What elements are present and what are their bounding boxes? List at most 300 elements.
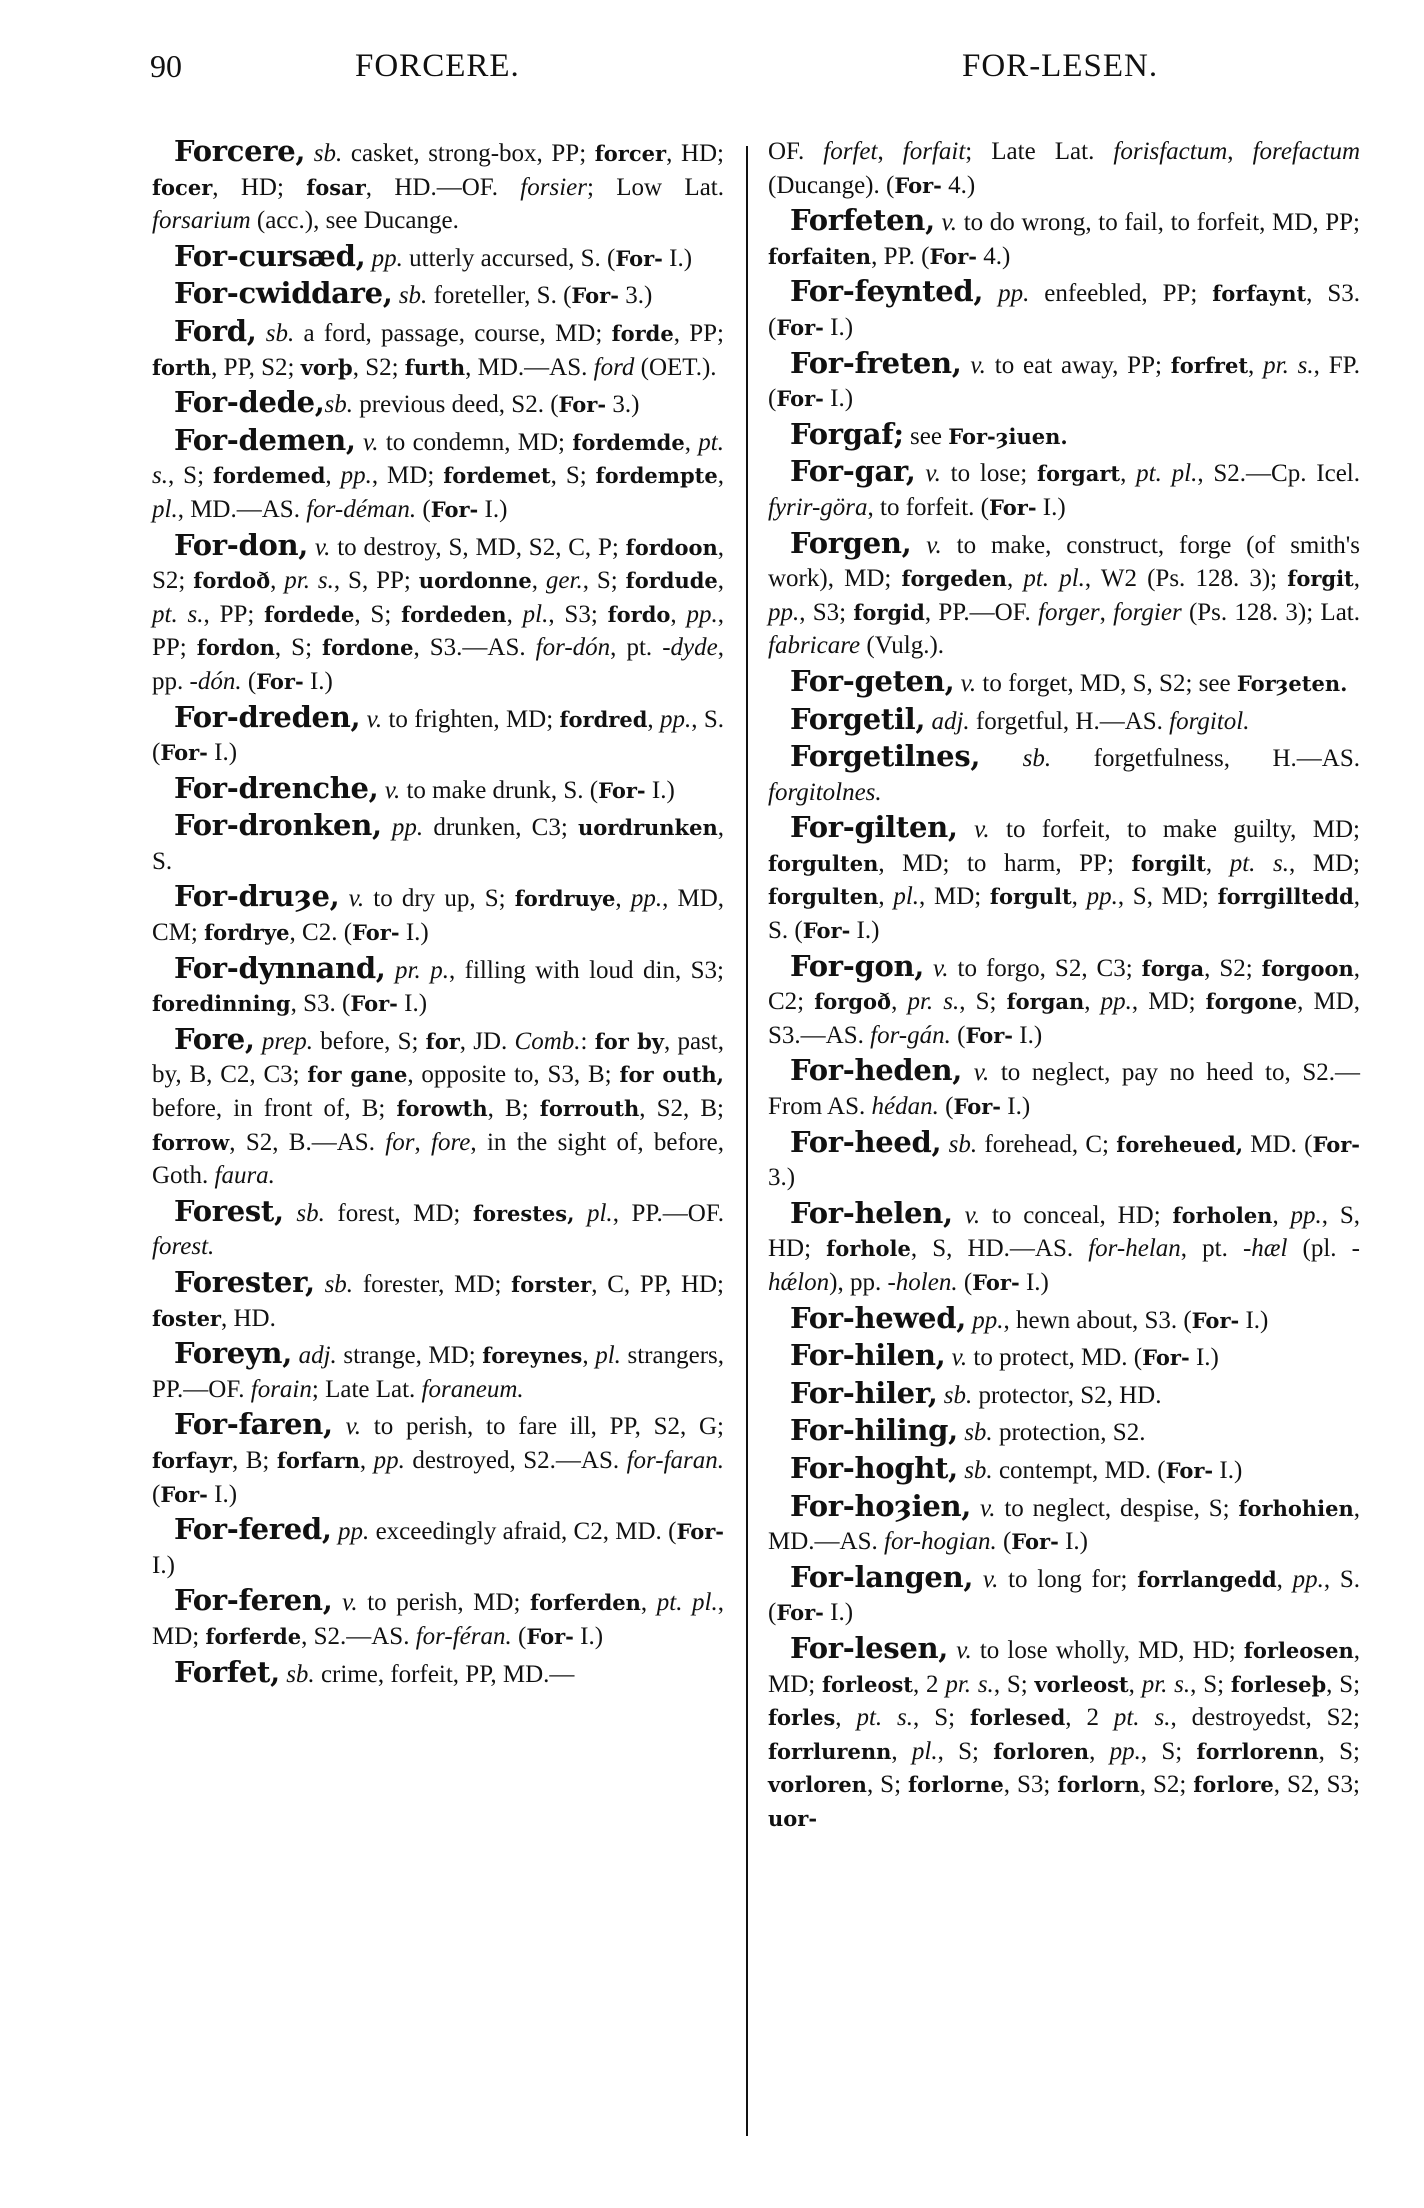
dictionary-entry (152, 529, 724, 699)
headword: For-dynnand, (174, 950, 386, 985)
dictionary-entry (152, 1023, 724, 1193)
italic-text: adj. (925, 707, 970, 735)
variant-form: For- (160, 1481, 208, 1507)
definition-text: , S, HD; (768, 1201, 1360, 1263)
variant-form: fordo (607, 601, 671, 627)
definition-text: , S3.—AS. (413, 634, 536, 662)
variant-form: forowth (396, 1096, 488, 1122)
definition-text: to long for; (998, 1565, 1138, 1593)
dictionary-entry (768, 811, 1360, 947)
definition-text: contempt, MD. ( (992, 1456, 1166, 1484)
definition-text: , W2 (Ps. 128. 3); (1084, 565, 1288, 593)
headword: Forgaf; (790, 416, 904, 451)
definition-text: , (1006, 565, 1024, 593)
definition-text: (Vulg.). (860, 632, 945, 660)
definition-text: , (891, 1737, 912, 1765)
italic-text: forgier (1113, 598, 1182, 626)
definition-text: , (1071, 883, 1087, 911)
definition-text: , MD; (1131, 988, 1206, 1016)
italic-text: pt. pl. (1136, 460, 1198, 488)
dictionary-entry (768, 455, 1360, 524)
headword: For-freten, (790, 345, 962, 380)
italic-text: v. (971, 1494, 996, 1522)
definition-text: , S; (1326, 1670, 1361, 1698)
variant-form: For- (988, 494, 1037, 520)
italic-text: sb. (941, 1130, 978, 1158)
definition-text: , (1276, 1565, 1293, 1593)
italic-text: sb. (305, 140, 343, 167)
dictionary-entry (152, 277, 724, 313)
definition-text: to eat away, PP; (985, 351, 1171, 379)
dictionary-entry (152, 809, 724, 878)
variant-form: For- (571, 283, 619, 309)
variant-form: fordemet (443, 463, 551, 489)
variant-form: forfaynt (1212, 281, 1307, 307)
definition-text: to dry up, S; (364, 885, 515, 913)
definition-text: to make drunk, S. ( (400, 776, 599, 804)
definition-text: , (1272, 1201, 1291, 1229)
headword: For-cwiddare, (174, 276, 393, 311)
definition-text: (Ducange). ( (768, 171, 895, 199)
definition-text: , (359, 1446, 374, 1474)
dictionary-entry (152, 386, 724, 422)
italic-text: pr. s. (284, 567, 334, 595)
definition-text: , MD; (768, 1636, 1360, 1698)
dictionary-entry (768, 135, 1360, 202)
variant-form: For- (953, 1094, 1002, 1120)
headword: For-hoȝien, (790, 1488, 972, 1523)
definition-text: exceedingly afraid, C2, MD. ( (369, 1518, 677, 1546)
dictionary-entry (768, 1561, 1360, 1630)
variant-form: For- (350, 991, 398, 1017)
definition-text: , (582, 1342, 596, 1370)
definition-text: , MD, S3.—AS. (768, 988, 1360, 1049)
definition-text: : (580, 1027, 595, 1055)
definition-text: , C, PP, HD; (591, 1271, 724, 1298)
italic-text: ger. (545, 567, 583, 595)
italic-text: pr. s. (907, 988, 960, 1016)
variant-form: For- (615, 245, 663, 271)
definition-text: ( (938, 1093, 954, 1121)
definition-text: I.) (823, 1599, 854, 1627)
definition-text: , 2 (1065, 1704, 1114, 1732)
dictionary-entry (152, 880, 724, 949)
italic-text: pl. (152, 495, 178, 523)
definition-text: , B; (232, 1446, 277, 1474)
variant-form: for gane (307, 1062, 408, 1088)
italic-text: v. (915, 460, 941, 488)
definition-text: , (891, 988, 908, 1016)
definition-text: to neglect, despise, S; (995, 1494, 1239, 1522)
variant-form: vorþ (300, 354, 353, 380)
italic-text: for-hogian. (884, 1528, 997, 1556)
definition-text: , S2.—Cp. Icel. (1197, 460, 1360, 488)
variant-form: fordempte (595, 463, 718, 489)
variant-form: For- (526, 1623, 574, 1649)
definition-text: before, S; (313, 1027, 426, 1055)
definition-text: , (1128, 1670, 1142, 1698)
definition-text: ( (152, 1480, 161, 1508)
italic-text: forfait (902, 138, 966, 165)
variant-form: forleosen (1243, 1637, 1354, 1663)
definition-text: I.) (207, 1480, 238, 1508)
dictionary-entry (152, 240, 724, 276)
italic-text: fabricare (768, 632, 861, 660)
definition-text: I.) (1013, 1021, 1043, 1049)
dictionary-entry (768, 1452, 1360, 1488)
dictionary-entry (768, 1414, 1360, 1450)
variant-form: forlorn (1057, 1772, 1140, 1798)
italic-text: sb. (324, 391, 353, 419)
definition-text: , filling with loud din, S3; (448, 956, 724, 984)
definition-text: , HD. (221, 1304, 276, 1332)
definition-text: , S, PP; (333, 567, 419, 595)
italic-text: v. (332, 1589, 358, 1617)
italic-text: forsarium (152, 207, 251, 235)
dictionary-entry (768, 1377, 1360, 1413)
dictionary-entry (152, 952, 724, 1021)
variant-form: vorloren (768, 1772, 867, 1798)
headword: For-heed, (790, 1124, 942, 1159)
definition-text: I.) (1213, 1456, 1243, 1484)
right-catchword: FOR-LESEN. (962, 48, 1159, 84)
definition-text: to lose; (940, 460, 1037, 488)
italic-text: fyrir-göra (768, 493, 868, 521)
headword: Fore, (174, 1021, 255, 1056)
definition-text: , S, HD.—AS. (910, 1235, 1089, 1263)
variant-form: forrlangedd (1137, 1566, 1277, 1592)
variant-form: fordemed (212, 463, 326, 489)
variant-form: forgit (1287, 566, 1354, 592)
definition-text: , (1089, 1737, 1110, 1765)
definition-text: , S; (167, 462, 213, 490)
definition-text: , (531, 567, 546, 595)
variant-form: fordrye (204, 920, 290, 946)
italic-text: v. (332, 1413, 362, 1441)
definition-text: to lose wholly, MD, HD; (971, 1636, 1244, 1664)
definition-text: I.) (645, 776, 675, 804)
definition-text: protection, S2. (992, 1419, 1146, 1447)
variant-form: forde (611, 320, 674, 346)
italic-text: pt. pl. (656, 1589, 718, 1617)
variant-form: forgeden (901, 566, 1007, 592)
definition-text: I.) (478, 495, 508, 523)
definition-text: , MD; to harm, PP; (878, 849, 1132, 877)
definition-text: to destroy, S, MD, S2, C, P; (330, 533, 626, 561)
definition-text: , opposite to, S3, B; (407, 1061, 620, 1089)
definition-text: , MD; (919, 883, 990, 911)
variant-form: forleost (822, 1671, 913, 1697)
headword: For-feynted, (790, 274, 984, 309)
italic-text: -holen. (887, 1269, 958, 1296)
headword: For-gon, (790, 948, 925, 983)
definition-text: (pl. (1287, 1235, 1352, 1263)
italic-text: v. (360, 705, 383, 733)
variant-form: forfret (1170, 352, 1249, 378)
definition-text: , (1353, 565, 1360, 593)
definition-text: , S; (354, 600, 402, 628)
headword: For-fered, (174, 1512, 332, 1547)
definition-text: , (684, 428, 699, 456)
variant-form: forhole (826, 1236, 911, 1262)
italic-text: pp. (660, 705, 692, 733)
definition-text: , S3; (1003, 1771, 1058, 1799)
definition-text: , PP; (203, 600, 265, 628)
variant-form: foreheued, (1116, 1131, 1244, 1157)
definition-text: 3.) (606, 391, 640, 419)
definition-text: (Ps. 128. 3); Lat. (1181, 598, 1360, 626)
headword: For-dreden, (174, 699, 361, 734)
variant-form: focer (152, 174, 213, 200)
dictionary-entry (768, 665, 1360, 701)
definition-text: to condemn, MD; (378, 428, 573, 456)
definition-text: 4.) (977, 242, 1011, 270)
definition-text: to neglect, pay no heed to, S2.—From AS. (768, 1059, 1360, 1121)
definition-text: , past, by, B, C2, C3; (152, 1027, 724, 1089)
definition-text: protector, S2, HD. (972, 1381, 1162, 1409)
variant-form: forrgilltedd (1217, 884, 1354, 910)
headword: For-demen, (174, 422, 356, 457)
headword: For-drenche, (174, 770, 379, 805)
definition-text: , (647, 705, 661, 733)
variant-form: forfarn (276, 1447, 360, 1473)
definition-text: , S; (993, 1670, 1035, 1698)
variant-form: forgoon (1261, 955, 1354, 981)
definition-text: , S. ( (768, 883, 1361, 945)
definition-text: I.) (1058, 1528, 1088, 1556)
definition-text: casket, strong-box, PP; (342, 140, 595, 167)
dictionary-entry (768, 1054, 1360, 1123)
headword: Forfeten, (790, 203, 935, 238)
definition-text: forgetfulness, H.—AS. (1051, 745, 1360, 773)
definition-text: , S. (152, 814, 724, 875)
italic-text: v. (948, 1636, 972, 1664)
headword: Forest, (174, 1193, 284, 1228)
headword: For-helen, (790, 1195, 953, 1230)
variant-form: fordeden (401, 601, 507, 627)
variant-form: forrlurenn (768, 1738, 892, 1764)
variant-form: For- (1011, 1529, 1059, 1555)
definition-text: I.) (152, 1551, 175, 1579)
definition-text: , HD.—OF. (365, 173, 521, 201)
headword: Forfet, (174, 1654, 280, 1689)
definition-text: ; Late Lat. (311, 1375, 422, 1403)
definition-text: , S3. ( (290, 990, 351, 1018)
italic-text: pp. (331, 1518, 370, 1546)
headword: Forcere, (174, 134, 306, 168)
variant-form: forster (511, 1272, 592, 1297)
definition-text: , to forfeit. ( (867, 493, 989, 521)
italic-text: pl. (911, 1737, 938, 1765)
definition-text: , (1205, 849, 1230, 877)
variant-form: For- (676, 1519, 724, 1545)
definition-text: , (615, 885, 631, 913)
definition-text: , S; (913, 1704, 970, 1732)
italic-text: forefactum (1252, 138, 1360, 165)
variant-form: forgilt (1131, 850, 1206, 876)
definition-text: (OET.). (634, 353, 717, 381)
definition-text: ( (950, 1021, 966, 1049)
running-head (0, 48, 1424, 98)
variant-form: For- (1312, 1131, 1361, 1157)
italic-text: forgitol. (1169, 707, 1250, 735)
definition-text: drunken, C3; (423, 814, 578, 842)
definition-text: , hewn about, S3. ( (1003, 1306, 1192, 1334)
definition-text: , JD. (459, 1027, 515, 1055)
variant-form: For-ȝiuen. (948, 423, 1068, 449)
definition-text: I.) (1019, 1269, 1049, 1296)
definition-text: , S2, B; (639, 1095, 725, 1123)
variant-form: fosar (306, 174, 366, 200)
italic-text: forain (250, 1375, 312, 1403)
definition-text: to frighten, MD; (382, 705, 560, 733)
variant-form: uordonne (418, 568, 532, 594)
italic-text: pt. s. (856, 1704, 914, 1732)
headword: Forgetil, (790, 701, 926, 736)
italic-text: pp. (1100, 988, 1132, 1016)
dictionary-entry (768, 740, 1360, 809)
variant-form: forrow (152, 1129, 230, 1155)
variant-form: forleseþ (1230, 1671, 1327, 1697)
italic-text: pt. s. (1113, 1704, 1171, 1732)
dictionary-entry (768, 950, 1360, 1053)
definition-text: forehead, C; (977, 1130, 1117, 1158)
dictionary-entry (152, 315, 724, 384)
definition-text: , S; (1190, 1670, 1231, 1698)
headword: Ford, (174, 313, 257, 348)
definition-text: ( (511, 1622, 527, 1650)
variant-form: forga (1141, 955, 1205, 981)
dictionary-entry (152, 424, 724, 527)
definition-text: to forgo, S2, C3; (948, 954, 1142, 982)
definition-text: , S2.—AS. (301, 1622, 416, 1650)
italic-text: v. (952, 1201, 981, 1229)
italic-text: v. (911, 531, 942, 559)
definition-text: , S; (1140, 1737, 1197, 1765)
variant-form: forlorne (907, 1772, 1004, 1798)
headword: For-dronken, (174, 808, 382, 843)
definition-text: before, in front of, B; (152, 1095, 397, 1123)
headword: For-hilen, (790, 1338, 946, 1373)
definition-text: to make, construct, forge (of smith's work), MD; (768, 531, 1361, 593)
variant-form: fordoð (193, 568, 271, 594)
definition-text: , PP, S2; (211, 353, 301, 381)
variant-form: forrlorenn (1196, 1738, 1319, 1764)
definition-text: , PP.—OF. (612, 1199, 724, 1227)
variant-form: forgone (1205, 989, 1298, 1015)
dictionary-entry (768, 1302, 1360, 1338)
italic-text: pp. (373, 1446, 405, 1474)
definition-text: , S3; (799, 598, 854, 626)
dictionary-entry (768, 1126, 1360, 1195)
italic-text: pp. (1292, 1565, 1324, 1593)
variant-form: forloren (993, 1738, 1090, 1764)
dictionary-entry (152, 772, 724, 808)
definition-text: ( (957, 1269, 973, 1296)
variant-form: for by (594, 1028, 664, 1054)
variant-form: forgart (1036, 461, 1121, 487)
italic-text: -hǽlon (768, 1235, 1360, 1296)
variant-form: forgoð (814, 989, 892, 1015)
definition-text: , S2, B.—AS. (229, 1128, 386, 1156)
italic-text: sb. (957, 1419, 993, 1447)
variant-form: vorleost (1034, 1671, 1129, 1697)
definition-text: to perish, MD; (357, 1589, 530, 1617)
variant-form: foster (152, 1305, 221, 1331)
definition-text: , (1227, 138, 1253, 165)
definition-text: , C2; (768, 954, 1360, 1016)
column-divider (746, 146, 748, 2136)
definition-text: forgetful, H.—AS. (969, 707, 1170, 735)
italic-text: adj. (292, 1342, 337, 1370)
definition-text: , pt. (1180, 1235, 1243, 1263)
italic-text: sb. (256, 319, 295, 347)
italic-text: pl. (595, 1342, 621, 1370)
variant-form: For- (972, 1270, 1020, 1295)
definition-text: foreteller, S. ( (427, 282, 572, 310)
definition-text: I.) (1189, 1344, 1219, 1372)
dictionary-entry (768, 275, 1360, 344)
definition-text: a ford, passage, course, MD; (294, 319, 612, 347)
variant-form: For- (352, 920, 400, 946)
definition-text: I.) (662, 244, 693, 272)
definition-text: I.) (850, 917, 880, 945)
variant-form: forgulten (768, 850, 879, 876)
definition-text: , MD; (371, 462, 444, 490)
definition-text: , S; (866, 1771, 908, 1799)
headword: For-feren, (174, 1583, 333, 1618)
definition-text: utterly accursed, S. ( (402, 244, 616, 272)
definition-text: crime, forfeit, PP, MD.— (314, 1660, 575, 1688)
definition-text: I.) (1036, 493, 1066, 521)
variant-form: foredinning (152, 991, 291, 1017)
variant-form: forfaiten (768, 243, 872, 269)
italic-text: v. (954, 669, 977, 697)
definition-text: to forfeit, to make guilty, MD; (989, 816, 1360, 844)
headword: For-lesen, (790, 1630, 949, 1665)
italic-text: pp. (983, 280, 1030, 308)
definition-text: I.) (1239, 1306, 1269, 1334)
italic-text: forest. (152, 1233, 215, 1261)
definition-text: strange, MD; (336, 1342, 483, 1370)
italic-text: v. (378, 776, 401, 804)
definition-text: , (717, 462, 724, 490)
page-number: 90 (150, 48, 182, 84)
italic-text: pr. p. (385, 956, 449, 984)
left-column (152, 135, 724, 1693)
dictionary-entry (768, 1339, 1360, 1375)
definition-text: , HD; (212, 173, 307, 201)
variant-form: For- (1191, 1307, 1240, 1333)
definition-text: , PP; (152, 600, 724, 662)
italic-text: forsier (520, 173, 587, 201)
italic-text: pr. s. (945, 1670, 994, 1698)
italic-text: Comb. (514, 1027, 581, 1055)
variant-form: forlore (1193, 1772, 1274, 1798)
variant-form: For- (1142, 1345, 1190, 1371)
headword: For-dede, (174, 385, 325, 420)
italic-text: v. (961, 351, 986, 379)
italic-text: pr. s. (1263, 351, 1314, 379)
definition-text: forest, MD; (324, 1199, 473, 1227)
headword: For-cursæd, (174, 238, 366, 273)
variant-form: fordone (322, 635, 414, 661)
italic-text: v. (973, 1565, 999, 1593)
dictionary-entry (768, 1490, 1360, 1559)
italic-text: for-helan (1088, 1235, 1181, 1263)
definition-text: , pt. (610, 634, 663, 662)
definition-text: see (903, 422, 949, 450)
